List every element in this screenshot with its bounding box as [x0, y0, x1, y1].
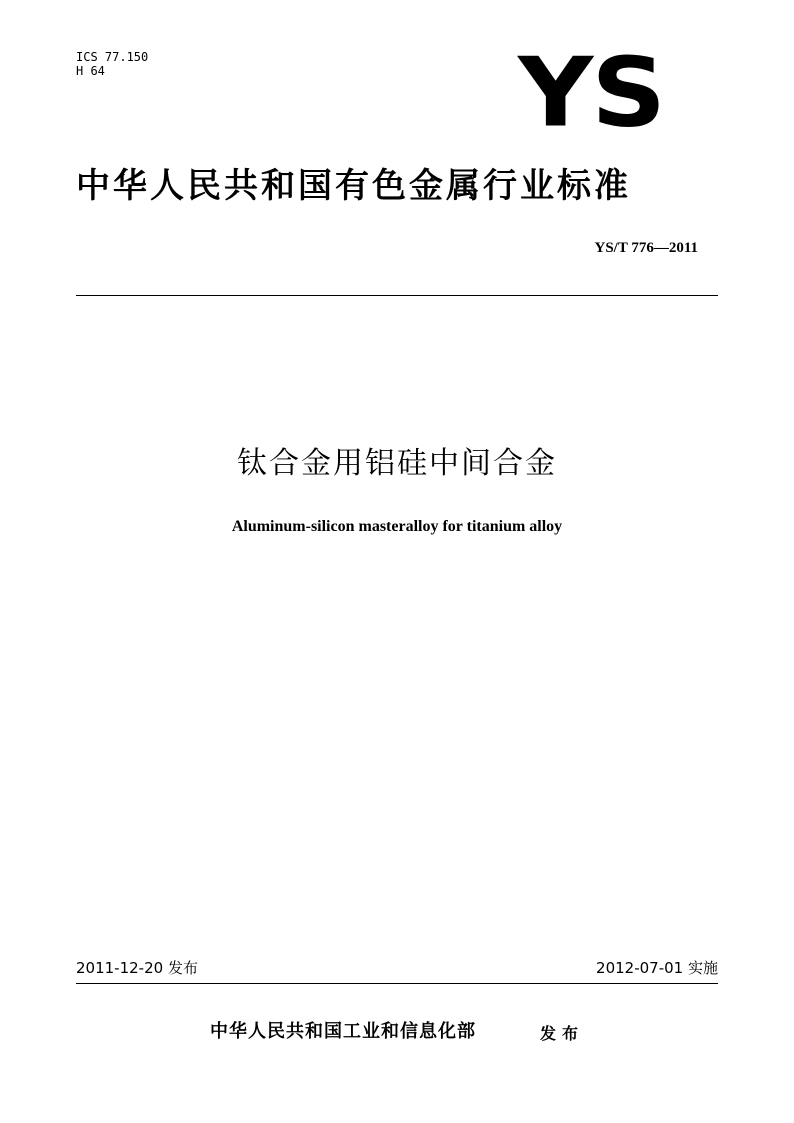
footer-divider [76, 983, 718, 984]
classification-codes [76, 50, 148, 78]
industry-standard-title: 中华人民共和国有色金属行业标准 [76, 166, 631, 206]
issue-date: 2011-12-20 发布 [76, 959, 198, 977]
ics-code: ICS 77.150 [76, 50, 149, 64]
issue-action: 发布 [540, 1024, 585, 1043]
implementation-date: 2012-07-01 实施 [596, 959, 718, 977]
header-divider [76, 295, 718, 296]
ccs-code: H 64 [76, 64, 105, 78]
issuing-authority: 中华人民共和国工业和信息化部 [210, 1021, 476, 1042]
document-title-english: Aluminum-silicon masteralloy for titanium alloy [231, 518, 563, 535]
document-title-chinese: 钛合金用铝硅中间合金 [237, 446, 557, 481]
ys-logo: YS [518, 36, 665, 149]
standard-number: YS/T 776—2011 [594, 240, 698, 256]
